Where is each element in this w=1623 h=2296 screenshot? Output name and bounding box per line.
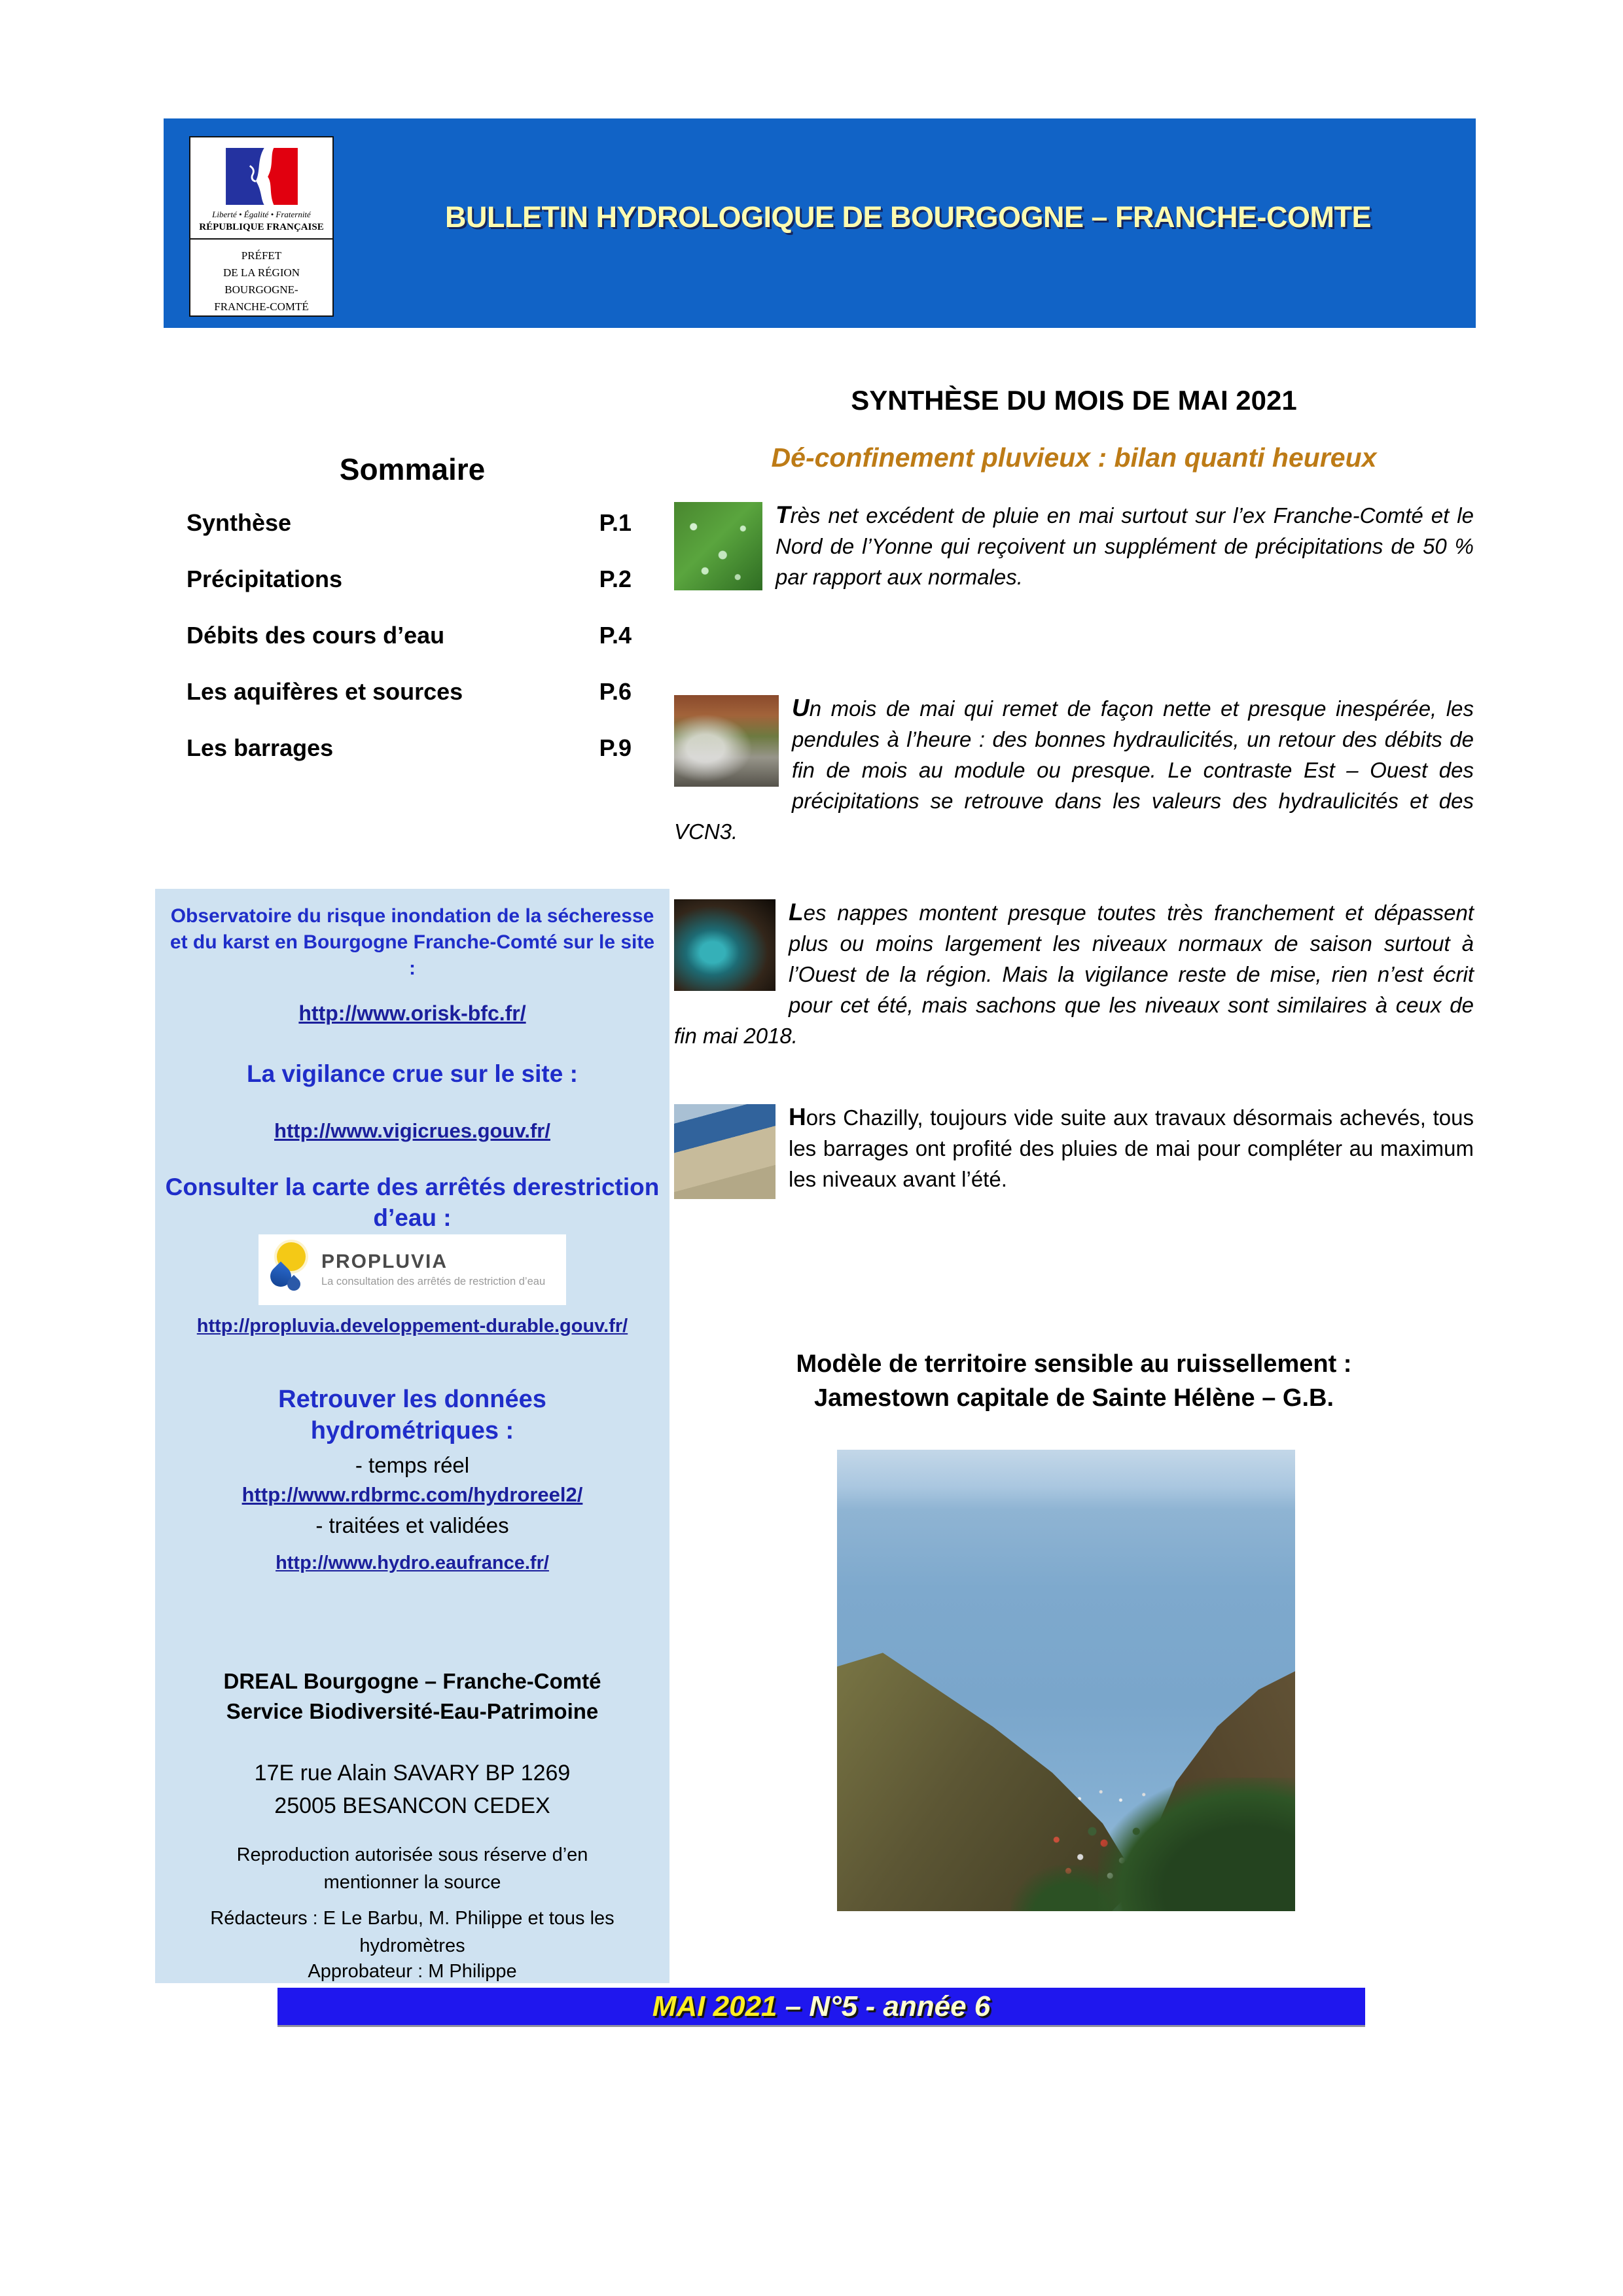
- dreal-service: Service Biodiversité-Eau-Patrimoine: [226, 1699, 599, 1723]
- paragraph-nappes: [674, 897, 1474, 1051]
- paragraph-precipitations: [674, 499, 1474, 594]
- paragraph-text: es nappes montent presque toutes très franchement et dépassent plus ou moins largement les niveaux normaux de saison surtout à l’Ouest de la région. Mais la vigilance reste de mise, rien n’est écrit pour cet été, mais sachons que les niveaux sont similaires à ceux de fin mai 2018.: [674, 901, 1474, 1048]
- logo-prefet-block: [214, 247, 309, 315]
- rdbrmc-link[interactable]: http://www.rdbrmc.com/hydroreel2/: [241, 1483, 583, 1506]
- dam-image: [674, 1104, 776, 1199]
- sommaire-item-page: P.4: [599, 622, 632, 649]
- jamestown-photo: [837, 1450, 1295, 1911]
- sommaire-title: Sommaire: [339, 452, 486, 486]
- prefet-line: BOURGOGNE-: [224, 283, 298, 296]
- prefet-line: PRÉFET: [241, 249, 282, 262]
- paragraph-lead-letter: H: [789, 1103, 806, 1130]
- hydro-eaufrance-link[interactable]: http://www.hydro.eaufrance.fr/: [276, 1552, 549, 1573]
- prefet-line: FRANCHE-COMTÉ: [214, 300, 309, 313]
- sommaire-item-aquiferes: [187, 678, 632, 706]
- paragraph-barrages: [674, 1102, 1474, 1203]
- model-heading-line1: Modèle de territoire sensible au ruissellement :: [796, 1350, 1352, 1378]
- redacteurs-note: Rédacteurs : E Le Barbu, M. Philippe et tous les hydromètres: [210, 1908, 615, 1956]
- tagline-heading: Dé-confinement pluvieux : bilan quanti heureux: [771, 442, 1377, 473]
- karst-cave-image: [674, 899, 776, 991]
- model-heading-line2: Jamestown capitale de Sainte Hélène – G.B.: [813, 1384, 1334, 1412]
- paragraph-lead-letter: U: [792, 694, 810, 721]
- paragraph-text: rès net excédent de pluie en mai surtout sur l’ex Franche-Comté et le Nord de l’Yonne qui reçoivent un supplément de précipitations de 50 % par rapport aux normales.: [776, 503, 1474, 589]
- republique-francaise-logo: [189, 136, 334, 317]
- issue-number: – N°5 - année 6: [777, 1990, 991, 2022]
- prefet-line: DE LA RÉGION: [223, 266, 300, 279]
- temps-reel-label: - temps réel: [355, 1453, 470, 1477]
- french-flag-marianne-icon: [223, 148, 300, 205]
- approbateur-note: Approbateur : M Philippe: [308, 1961, 517, 1982]
- rain-droplets-image: [674, 502, 762, 590]
- dreal-name: DREAL Bourgogne – Franche-Comté: [223, 1669, 601, 1693]
- propluvia-name: PROPLUVIA: [321, 1251, 448, 1272]
- issue-footer-bar: [277, 1988, 1365, 2025]
- info-sidebar: [155, 889, 669, 1983]
- sommaire-item-page: P.9: [599, 734, 632, 761]
- vigicrues-link[interactable]: http://www.vigicrues.gouv.fr/: [274, 1119, 550, 1142]
- paragraph-text: ors Chazilly, toujours vide suite aux travaux désormais achevés, tous les barrages ont profité des pluies de mai pour compléter au maximum les niveaux avant l’été.: [789, 1105, 1474, 1191]
- bulletin-title: BULLETIN HYDROLOGIQUE DE BOURGOGNE – FRANCHE-COMTE: [444, 200, 1372, 234]
- paragraph-debits: [674, 692, 1474, 847]
- propluvia-link[interactable]: http://propluvia.developpement-durable.gouv.fr/: [196, 1316, 628, 1336]
- sommaire-item-label: Débits des cours d’eau: [187, 622, 445, 649]
- synthese-month-title: SYNTHÈSE DU MOIS DE MAI 2021: [851, 385, 1297, 416]
- sommaire-item-label: Synthèse: [187, 509, 292, 536]
- sommaire-item-debits: [187, 622, 632, 649]
- paragraph-text: n mois de mai qui remet de façon nette et presque inespérée, les pendules à l’heure : des bonnes hydraulicités, un retour des débits de fin de mois au module ou presque. Le contraste Est – Ouest des précipitations se retrouve dans les valeurs des hydraulicités et des VCN3.: [674, 696, 1474, 844]
- foreground-bush: [1098, 1778, 1295, 1911]
- logo-motto: Liberté • Égalité • Fraternité: [212, 209, 311, 219]
- sommaire-item-page: P.2: [599, 565, 632, 592]
- logo-republic: RÉPUBLIQUE FRANÇAISE: [199, 222, 324, 232]
- propluvia-subtitle: La consultation des arrêtés de restriction d’eau: [321, 1276, 546, 1287]
- header-banner: [164, 118, 1476, 328]
- paragraph-lead-letter: L: [789, 899, 804, 925]
- sommaire-item-label: Les aquifères et sources: [187, 678, 463, 705]
- vigilance-heading: La vigilance crue sur le site :: [247, 1060, 578, 1087]
- propluvia-text: [321, 1251, 545, 1289]
- traitees-label: - traitées et validées: [315, 1513, 509, 1537]
- sommaire-item-label: Les barrages: [187, 734, 334, 761]
- address-street: 17E rue Alain SAVARY BP 1269: [254, 1761, 571, 1785]
- observatoire-heading: Observatoire du risque inondation de la sécheresse et du karst en Bourgogne Franche-Comté sur le site :: [169, 905, 655, 979]
- propluvia-logo: [259, 1234, 566, 1305]
- sommaire-item-precipitations: [187, 565, 632, 593]
- sommaire-item-synthese: [187, 509, 632, 537]
- issue-month: MAI 2021: [652, 1990, 777, 2022]
- donnees-heading: Retrouver les données hydrométriques :: [278, 1386, 546, 1444]
- sommaire-item-page: P.6: [599, 678, 632, 705]
- sommaire-item-page: P.1: [599, 509, 632, 536]
- orisk-link[interactable]: http://www.orisk-bfc.fr/: [298, 1001, 526, 1025]
- sommaire-item-barrages: [187, 734, 632, 762]
- model-territory-heading: [674, 1347, 1474, 1415]
- propluvia-sun-drop-icon: [265, 1240, 316, 1300]
- arretes-heading: Consulter la carte des arrêtés derestriction d’eau :: [165, 1174, 660, 1231]
- autumn-river-image: [674, 695, 779, 787]
- address-city: 25005 BESANCON CEDEX: [274, 1793, 550, 1818]
- sommaire-item-label: Précipitations: [187, 565, 343, 592]
- paragraph-lead-letter: T: [776, 501, 791, 528]
- sommaire-list: [187, 509, 632, 791]
- logo-divider: [190, 238, 332, 240]
- reproduction-note: Reproduction autorisée sous réserve d’en mentionner la source: [236, 1844, 588, 1893]
